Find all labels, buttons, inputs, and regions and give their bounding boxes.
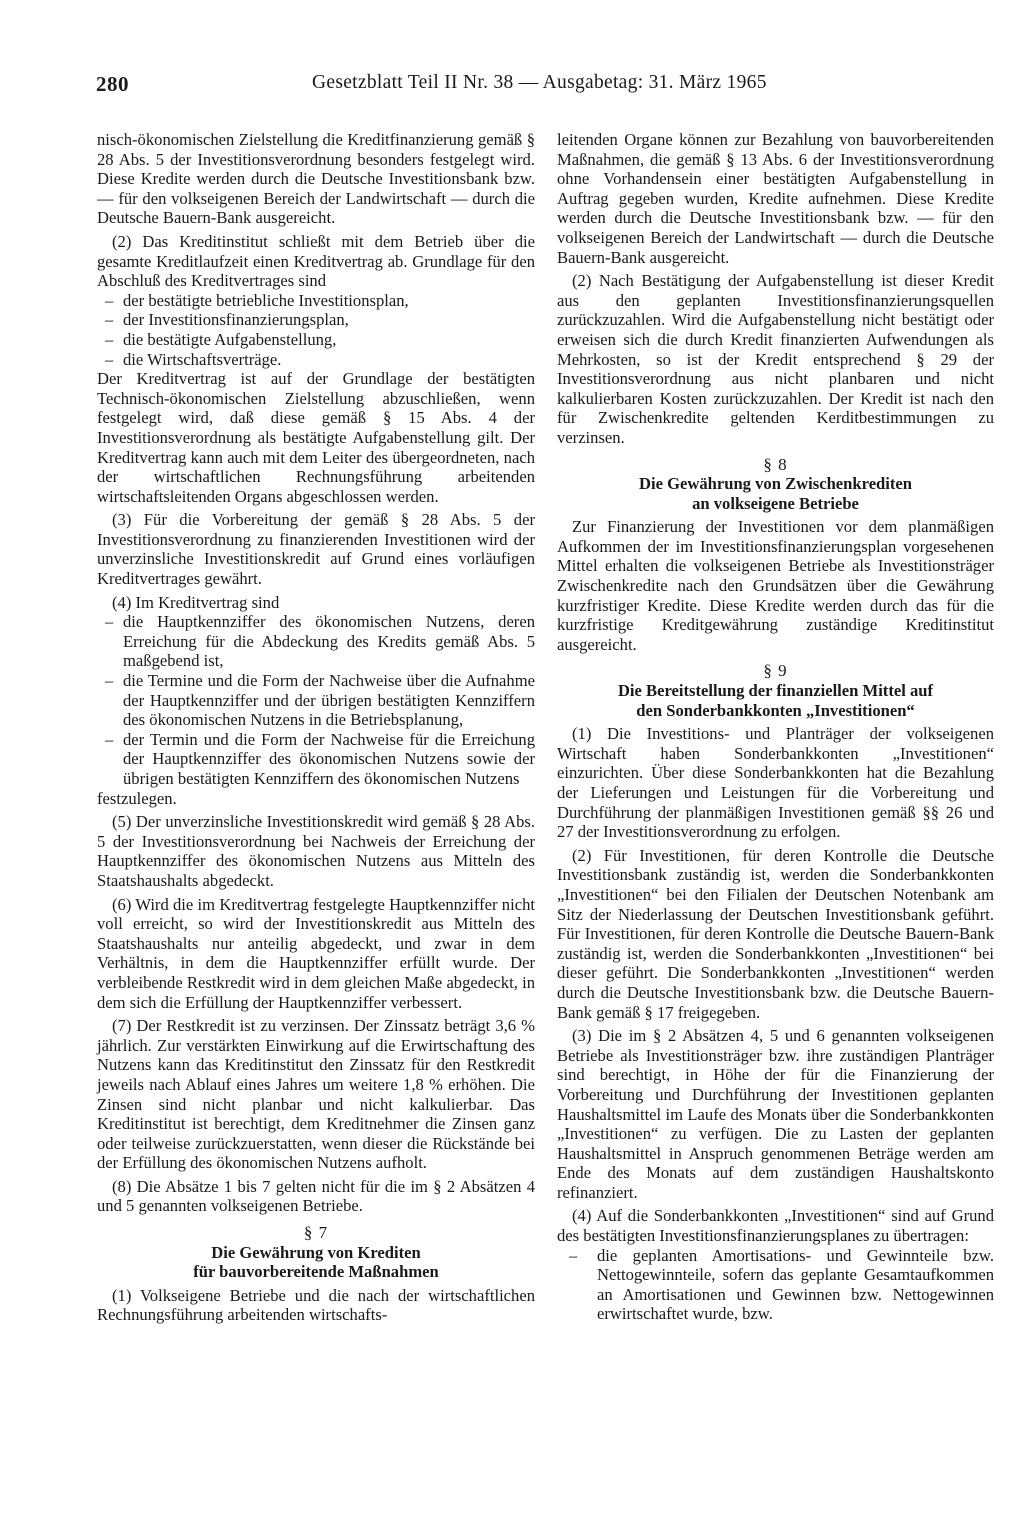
requirements-list	[97, 291, 535, 369]
paragraph: (4) Im Kreditvertrag sind	[112, 592, 280, 612]
paragraph: (3) Für die Vorbereitung der gemäß § 28 Abs. 5 der Investitionsverordnung zu finanzierenden Investitionen wird der unverzinsliche Investitionskredit auf Grund eines vorläufigen Kreditvertrages gewährt.	[97, 510, 535, 589]
paragraph: nisch-ökonomischen Zielstellung die Kreditfinanzierung gemäß § 28 Abs. 5 der Investitionsverordnung besonders festgelegt wird. Diese Kredite werden durch die Deutsche Investitionsbank bzw. — für den volkseigenen Bereich der Landwirtschaft — durch die Deutsche Bauern-Bank ausgereicht.	[97, 130, 535, 228]
paragraph: Zur Finanzierung der Investitionen vor dem planmäßigen Aufkommen der im Investitionsfinanzierungsplan vorgesehenen Mittel erhalten die volkseigenen Betriebe als Investitionsträger Zwischenkredite nach den Grundsätzen über die Gewährung kurzfristiger Kredite. Diese Kredite werden durch das für die kurzfristige Kreditgewährung zuständige Kreditinstitut ausgereicht.	[557, 517, 994, 654]
section-title-line: für bauvorbereitende Maßnahmen	[193, 1262, 439, 1282]
page-header	[96, 72, 996, 102]
section-number: § 7	[303, 1223, 329, 1243]
section-title	[557, 681, 994, 720]
section-title-line: Die Gewährung von Zwischenkrediten	[638, 474, 913, 494]
left-column	[97, 130, 535, 1325]
list-item: – die geplanten Amortisations- und Gewinnteile bzw. Nettogewinnteile, sofern das geplante Gesamtaufkommen an Amortisationen und Gewinnen bzw. Nettogewinnen erwirtschaftet wurde, bzw.	[557, 1246, 994, 1324]
section-title	[557, 474, 994, 513]
list-item: – der Investitionsfinanzierungsplan,	[97, 310, 535, 330]
page-number: 280	[96, 72, 129, 96]
section-title-line: den Sonderbankkonten „Investitionen“	[636, 700, 915, 720]
contract-terms-list	[97, 612, 535, 788]
list-item: – der bestätigte betriebliche Investitionsplan,	[97, 291, 535, 311]
paragraph: (1) Volkseigene Betriebe und die nach der wirtschaftlichen Rechnungsführung arbeitenden wirtschafts-	[97, 1285, 535, 1325]
section-title	[97, 1243, 535, 1282]
right-column	[557, 130, 994, 1324]
paragraph: festzulegen.	[97, 788, 177, 808]
paragraph: (3) Die im § 2 Absätzen 4, 5 und 6 genannten volkseigenen Betriebe als Investitionsträger bzw. ihre zuständigen Planträger sind berechtigt, in Höhe der für die Finanzierung der Vorbereitung und Durchführung der Investitionen geplanten Haushaltsmittel im Laufe des Monats über die Sonderbankkonten „Investitionen“ zu verfügen. Die zu Lasten der geplanten Haushaltsmittel in Anspruch genommenen Beträge werden am Ende des Monats auf dem zuständigen Haushaltskonto refinanziert.	[557, 1026, 994, 1202]
paragraph: (2) Für Investitionen, für deren Kontrolle die Deutsche Investitionsbank zuständig ist, werden die Sonderbankkonten „Investitionen“ bei den Filialen der Deutschen Notenbank am Sitz der Niederlassung der Deutschen Investitionsbank geführt. Für Investitionen, für deren Kontrolle die Deutsche Bauern-Bank zuständig ist, werden die Sonderbankkonten „Investitionen“ bei dieser geführt. Die Sonderbankkonten „Investitionen“ werden durch die Deutsche Investitionsbank bzw. die Deutsche Bauern-Bank gemäß § 17 freigegeben.	[557, 845, 994, 1022]
paragraph: (5) Der unverzinsliche Investitionskredit wird gemäß § 28 Abs. 5 der Investitionsverordnung bei Nachweis der Erreichung der Hauptkennziffer des ökonomischen Nutzens aus Mitteln des Staatshaushalts abgedeckt.	[97, 812, 535, 890]
paragraph: (6) Wird die im Kreditvertrag festgelegte Hauptkennziffer nicht voll erreicht, so wird der Investitionskredit aus Mitteln des Staatshaushalts nur anteilig abgedeckt, und zwar in dem Verhältnis, in dem die Hauptkennziffer erfüllt wurde. Der verbleibende Restkredit wird in dem gleichen Maße abgedeckt, in dem sich die Erfüllung der Hauptkennziffer verbessert.	[97, 894, 535, 1012]
list-item: – der Termin und die Form der Nachweise für die Erreichung der Hauptkennziffer des ökonomischen Nutzens sowie der übrigen bestätigten Kennziffern des ökonomischen Nutzens	[97, 730, 535, 789]
section-title-line: Die Gewährung von Krediten	[211, 1242, 421, 1262]
paragraph: leitenden Organe können zur Bezahlung von bauvorbereitenden Maßnahmen, die gemäß § 13 Abs. 6 der Investitionsverordnung ohne Vorhandensein einer bestätigten Aufgabenstellung in Auftrag gegeben wurden, Kredite aufnehmen. Diese Kredite werden durch die Deutsche Investitionsbank bzw. — für den volkseigenen Bereich der Landwirtschaft — durch die Deutsche Bauern-Bank ausgereicht.	[557, 130, 994, 267]
list-item: – die Hauptkennziffer des ökonomischen Nutzens, deren Erreichung für die Abdeckung des Kredits gemäß Abs. 5 maßgebend ist,	[97, 612, 535, 671]
paragraph: (7) Der Restkredit ist zu verzinsen. Der Zinssatz beträgt 3,6 % jährlich. Zur verstärkten Einwirkung auf die Erwirtschaftung des Nutzens kann das Kreditinstitut den Zinssatz für den Restkredit jeweils nach Ablauf eines Jahres um weitere 1,8 % erhöhen. Die Zinsen sind nicht planbar und nicht kalkulierbar. Das Kreditinstitut ist berechtigt, dem Kreditnehmer die Zinsen ganz oder teilweise zurückzuerstatten, wenn dieser die Rückstände bei der Erfüllung des ökonomischen Nutzens aufholt.	[97, 1016, 535, 1173]
paragraph: Der Kreditvertrag ist auf der Grundlage der bestätigten Technisch-ökonomischen Zielstellung abzuschließen, wenn festgelegt wird, daß diese gemäß § 15 Abs. 4 der Investitionsverordnung als bestätigte Aufgabenstellung gilt. Der Kreditvertrag kann auch mit dem Leiter des übergeordneten, nach der wirtschaftlichen Rechnungsführung arbeitenden wirtschaftsleitenden Organs abgeschlossen werden.	[97, 369, 535, 506]
paragraph: (8) Die Absätze 1 bis 7 gelten nicht für die im § 2 Absätzen 4 und 5 genannten volkseigenen Betriebe.	[97, 1176, 535, 1216]
section-number: § 9	[763, 661, 788, 681]
section-title-line: an volkseigene Betriebe	[692, 493, 859, 513]
paragraph: (2) Das Kreditinstitut schließt mit dem Betrieb über die gesamte Kreditlaufzeit einen Kreditvertrag ab. Grundlage für den Abschluß des Kreditvertrages sind	[97, 231, 535, 291]
paragraph: (2) Nach Bestätigung der Aufgabenstellung ist dieser Kredit aus den geplanten Investitionsfinanzierungsquellen zurückzuzahlen. Wird die Aufgabenstellung nicht bestätigt oder erweisen sich die durch Kredit finanzierten Aufwendungen als Mehrkosten, so ist der Kredit entsprechend § 29 der Investitionsverordnung aus nicht planbaren und nicht kalkulierbaren Kosten zurückzuzahlen. Der Kredit ist nach den für Zwischenkredite geltenden Kerditbestimmungen zu verzinsen.	[557, 271, 994, 447]
section-title-line: Die Bereitstellung der finanziellen Mittel auf	[617, 681, 934, 701]
paragraph: (1) Die Investitions- und Planträger der volkseigenen Wirtschaft haben Sonderbankkonten „Investitionen“ einzurichten. Über diese Sonderbankkonten hat die Bezahlung der Lieferungen und Leistungen für die Vorbereitung und Durchführung der planmäßigen Investitionen gemäß §§ 26 und 27 der Investitionsverordnung zu erfolgen.	[557, 724, 994, 842]
running-title: Gesetzblatt Teil II Nr. 38 — Ausgabetag: 31. März 1965	[312, 72, 767, 93]
list-item: – die Termine und die Form der Nachweise über die Aufnahme der Hauptkennziffer und der übrigen bestätigten Kennziffern des ökonomischen Nutzens in die Betriebsplanung,	[97, 671, 535, 730]
transfer-list	[557, 1246, 994, 1324]
section-number: § 8	[763, 454, 788, 474]
paragraph: (4) Auf die Sonderbankkonten „Investitionen“ sind auf Grund des bestätigten Investitionsfinanzierungsplanes zu übertragen:	[557, 1206, 994, 1246]
list-item: – die Wirtschaftsverträge.	[97, 350, 535, 370]
list-item: – die bestätigte Aufgabenstellung,	[97, 330, 535, 350]
